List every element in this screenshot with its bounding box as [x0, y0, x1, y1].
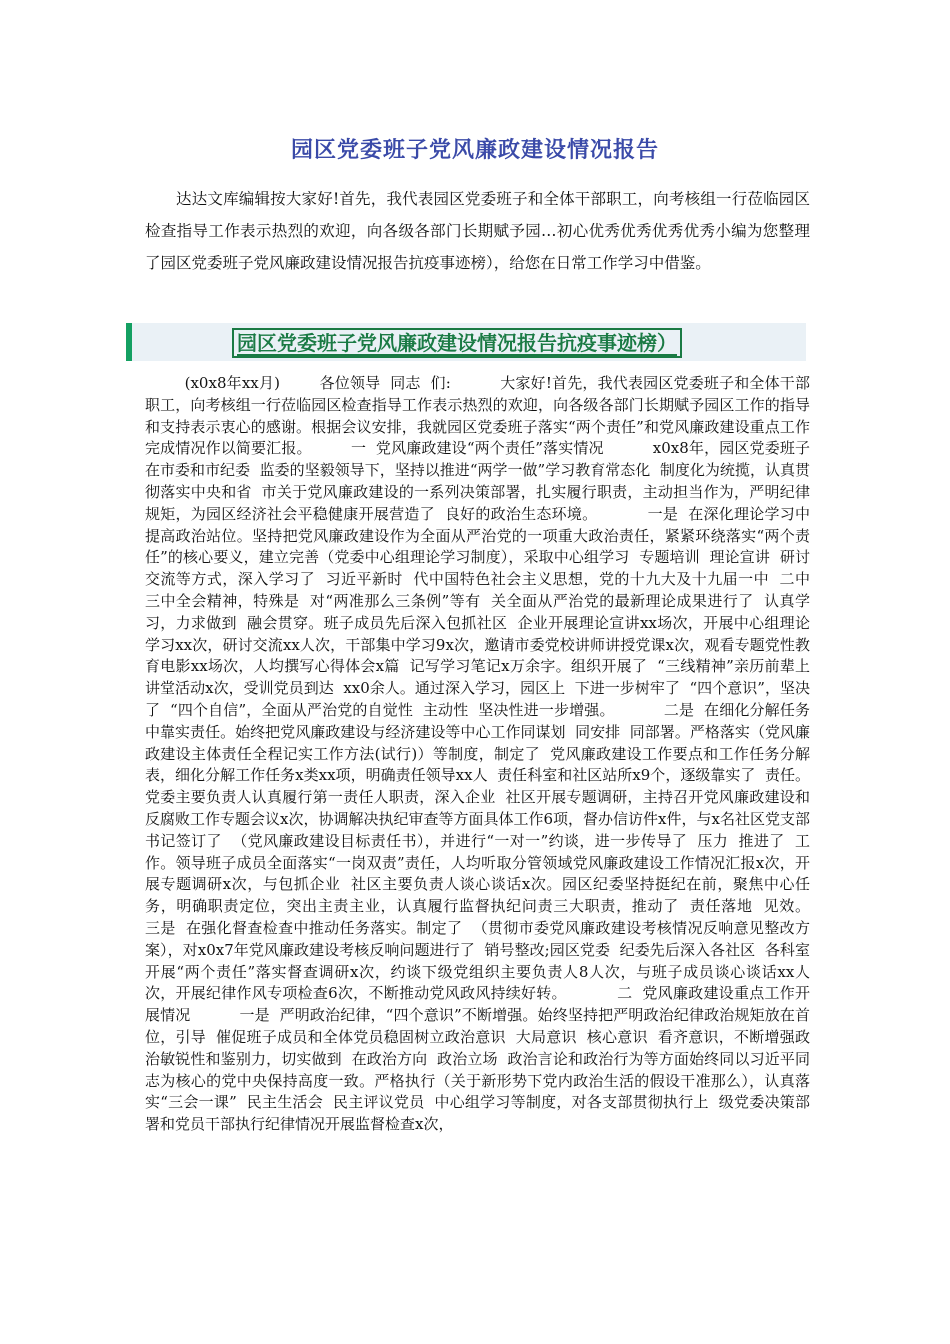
page-title: 园区党委班子党风廉政建设情况报告 — [290, 138, 659, 163]
banner-accent-bar — [126, 323, 132, 361]
section-banner — [126, 323, 806, 361]
section-title: 园区党委班子党风廉政建设情况报告抗疫事迹榜） — [232, 328, 682, 358]
body-text: (x0x8年xx月) 各位领导 同志 们: 大家好!首先，我代表园区党委班子和全体干部职工，向考核组一行莅临园区检查指导工作表示热烈的欢迎，向各级各部门长期赋予园区工作的指导和支持表示衷心的感谢。根据会议安排，我就园区党委班子落实“两个责任”和党风廉政建设重点工作完成情况作以简要汇报。 一 党风廉政建设“两个责任”落实情况 x0x8年，园区党委班子在市委和市纪委 监委的坚毅领导下，坚持以推进“两学一做”学习教育常态化 制度化为统揽，认真贯彻落实中央和省 市关于党风廉政建设的一系列决策部署，扎实履行职责，主动担当作为，严明纪律规矩，为园区经济社会平稳健康开展营造了 良好的政治生态环境。 一是 在深化理论学习中提高政治站位。坚持把党风廉政建设作为全面从严治党的一项重大政治责任，紧紧环绕落实“两个责任”的核心要义，建立完善（党委中心组理论学习制度），采取中心组学习 专题培训 理论宣讲 研讨交流等方式，深入学习了 习近平新时 代中国特色社会主义思想，党的十九大及十九届一中 二中 三中全会精神，特殊是 对“两准那么三条例”等有 关全面从严治党的最新理论成果进行了 认真学习，力求做到 融会贯穿。班子成员先后深入包抓社区 企业开展理论宣讲xx场次，开展中心组理论学习xx次，研讨交流xx人次，干部集中学习9x次，邀请市委党校讲师讲授党课x次，观看专题党性教育电影xx场次，人均撰写心得体会x篇 记写学习笔记x万余字。组织开展了 “三线精神”亲历前辈上 讲堂活动x次，受训党员到达 xx0余人。通过深入学习，园区上 下进一步树牢了 “四个意识”，坚决了 “四个自信”，全面从严治党的自觉性 主动性 坚决性进一步增强。 二是 在细化分解任务中靠实责任。始终把党风廉政建设与经济建设等中心工作同谋划 同安排 同部署。严格落实（党风廉政建设主体责任全程记实工作方法(试行)）等制度，制定了 党风廉政建设工作要点和工作任务分解表，细化分解工作任务x类xx项，明确责任领导xx人 责任科室和社区站所x9个，逐级靠实了 责任。党委主要负责人认真履行第一责任人职责，深入企业 社区开展专题调研，主持召开党风廉政建设和反腐败工作专题会议x次，协调解决执纪审查等方面具体工作6项，督办信访件x件，与x名社区党支部书记签订了 （党风廉政建设目标责任书），并进行“一对一”约谈，进一步传导了 压力 推进了 工作。领导班子成员全面落实“一岗双责”责任，人均听取分管领域党风廉政建设工作情况汇报x次，开展专题调研x次，与包抓企业 社区主要负责人谈心谈话x次。园区纪委坚持挺纪在前，聚焦中心任务，明确职责定位，突出主责主业，认真履行监督执纪问责三大职责，推动了 责任落地 见效。 三是 在强化督查检查中推动任务落实。制定了 （贯彻市委党风廉政建设考核情况反响意见整改方案），对x0x7年党风廉政建设考核反响问题进行了 销号整改;园区党委 纪委先后深入各社区 各科室开展“两个责任”落实督查调研x次，约谈下级党组织主要负责人8人次，与班子成员谈心谈话xx人次，开展纪律作风专项检查6次，不断推动党风政风持续好转。 二 党风廉政建设重点工作开展情况 一是 严明政治纪律，“四个意识”不断增强。始终坚持把严明政治纪律政治规矩放在首位，引导 催促班子成员和全体党员稳固树立政治意识 大局意识 核心意识 看齐意识，不断增强政治敏锐性和鉴别力，切实做到 在政治方向 政治立场 政治言论和政治行为等方面始终同以习近平同志为核心的党中央保持高度一致。严格执行（关于新形势下党内政治生活的假设干准那么），认真落实“三会一课” 民主生活会 民主评议党员 中心组学习等制度，对各支部贯彻执行上 级党委决策部署和党员干部执行纪律情况开展监督检查x次， — [145, 374, 858, 1134]
intro-paragraph: 达达文库编辑按大家好!首先，我代表园区党委班子和全体干部职工，向考核组一行莅临园区检查指导工作表示热烈的欢迎，向各级各部门长期赋予园…初心优秀优秀优秀优秀小编为您整理了园区党委班子党风廉政建设情况报告抗疫事迹榜），给您在日常工作学习中借鉴。 — [145, 190, 810, 272]
